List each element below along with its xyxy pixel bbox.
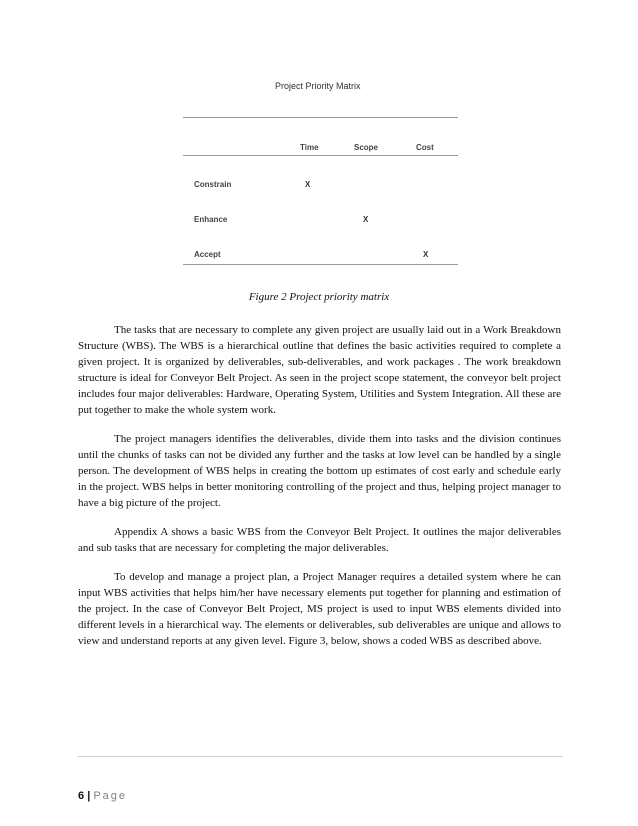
column-header-cost: Cost [416,143,434,152]
page-label: Page [93,790,128,802]
page-number: 6 [78,790,85,802]
page-footer [78,790,127,802]
paragraph: The tasks that are necessary to complete any given project are usually laid out in a Work Breakdown Structure (WBS). The WBS is a hierarchical outline that defines the basic activities required to complete a given project. It is organized by deliverables, sub-deliverables, and work packages . The work breakdown structure is ideal for Conveyor Belt Project. As seen in the project scope statement, the conveyor belt project includes four major deliverables: Hardware, Operating System, Utilities and System Integration. All these are put together to make the whole system work. [78,324,561,416]
footer-separator: | [87,790,91,802]
matrix-bottom-rule [183,264,458,265]
paragraph: Appendix A shows a basic WBS from the Conveyor Belt Project. It outlines the major deliverables and sub tasks that are necessary for completing the major deliverables. [78,526,561,554]
paragraph: The project managers identifies the deliverables, divide them into tasks and the division continues until the chunks of tasks can not be divided any further and the tasks at low level can be handled by a single person. The development of WBS helps in creating the bottom up estimates of cost early and schedule early in the project. WBS helps in better monitoring controlling of the project and thus, helping project manager to have a big picture of the project. [78,433,561,509]
row-label-constrain: Constrain [194,180,232,189]
matrix-top-rule [183,117,458,118]
priority-matrix-figure [183,76,458,266]
figure-caption: Figure 2 Project priority matrix [248,291,390,303]
footer-divider [78,756,563,757]
paragraph: To develop and manage a project plan, a Project Manager requires a detailed system where he can input WBS activities that helps him/her have necessary elements put together for planning and estimation of the project. In the case of Conveyor Belt Project, MS project is used to input WBS elements divided into different levels in a hierarchical way. The elements or deliverables, sub deliverables are unique and allows to view and understand reports at any given level. Figure 3, below, shows a coded WBS as described above. [78,571,561,647]
mark-accept-cost: X [423,250,429,259]
column-header-time: Time [300,143,319,152]
row-label-accept: Accept [194,250,221,259]
mark-enhance-scope: X [363,215,369,224]
row-label-enhance: Enhance [194,215,228,224]
matrix-title: Project Priority Matrix [275,81,361,91]
column-header-scope: Scope [354,143,379,152]
body-text [78,322,561,662]
mark-constrain-time: X [305,180,311,189]
matrix-header-rule [183,155,458,156]
